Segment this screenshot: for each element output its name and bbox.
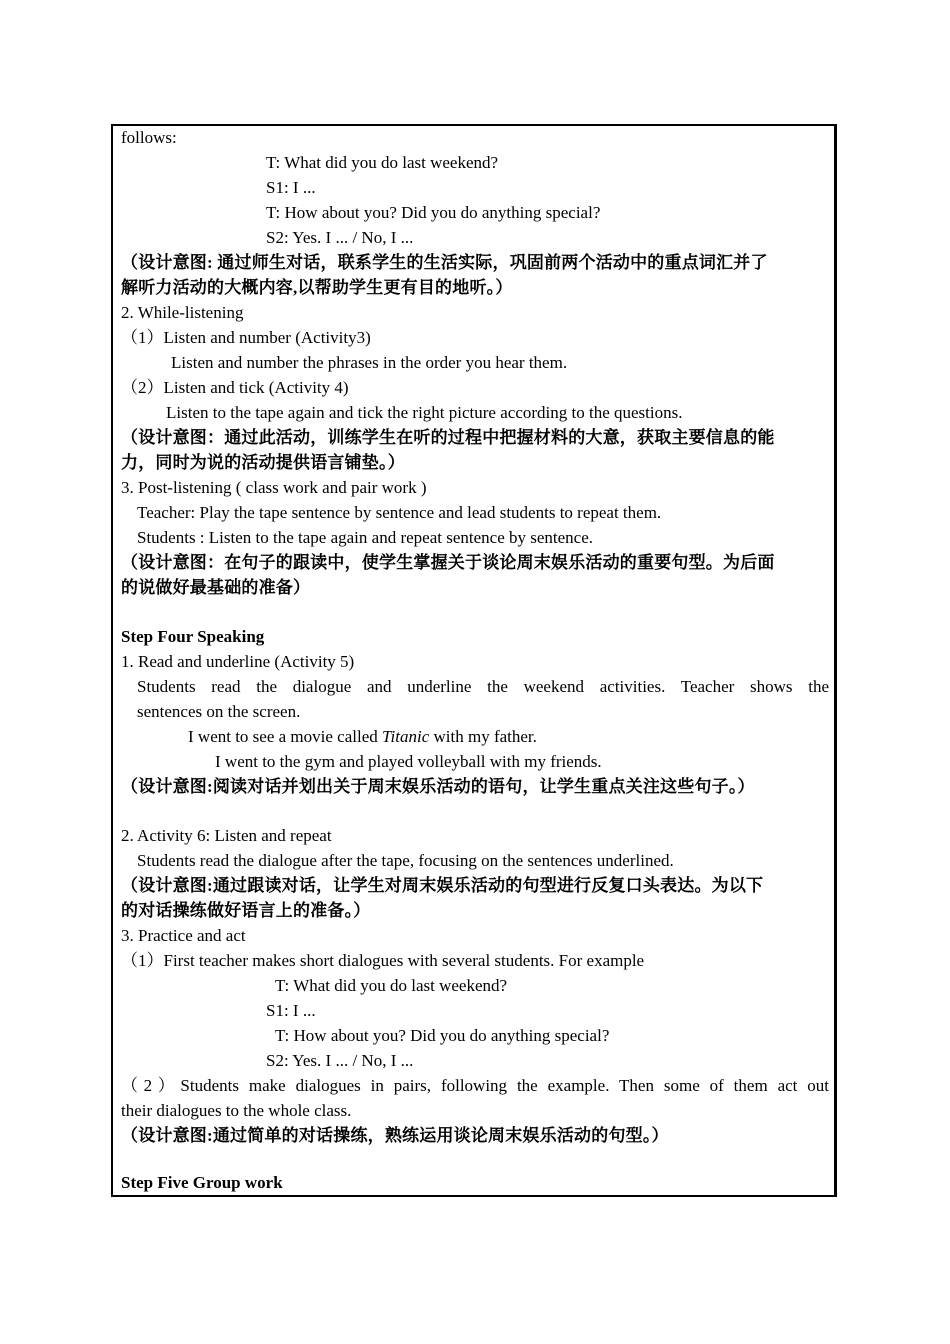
text-line: sentences on the screen. bbox=[137, 702, 301, 721]
section-heading: 1. Read and underline (Activity 5) bbox=[121, 652, 355, 671]
section-heading: 3. Practice and act bbox=[121, 926, 246, 945]
dialogue-line: S2: Yes. I ... / No, I ... bbox=[266, 228, 414, 247]
text-line: Students read the dialogue and underline the weekend activities. Teacher shows the bbox=[137, 677, 829, 696]
section-heading: 3. Post-listening ( class work and pair work ) bbox=[121, 478, 427, 497]
dialogue-line: S1: I ... bbox=[266, 178, 316, 197]
design-intent-note: （设计意图：通过此活动，训练学生在听的过程中把握材料的大意，获取主要信息的能 bbox=[121, 428, 775, 447]
dialogue-line: S2: Yes. I ... / No, I ... bbox=[266, 1051, 414, 1070]
design-intent-note: 的说做好最基础的准备） bbox=[121, 578, 311, 597]
activity-item: （2）Listen and tick (Activity 4) bbox=[121, 378, 349, 397]
step-heading: Step Four Speaking bbox=[121, 627, 265, 646]
section-heading: 2. While-listening bbox=[121, 303, 244, 322]
text-line: Students : Listen to the tape again and repeat sentence by sentence. bbox=[137, 528, 594, 547]
activity-item: （1）Listen and number (Activity3) bbox=[121, 328, 371, 347]
text-line: Teacher: Play the tape sentence by sentence and lead students to repeat them. bbox=[137, 503, 662, 522]
design-intent-note: （设计意图: 通过师生对话，联系学生的生活实际，巩固前两个活动中的重点词汇并了 bbox=[121, 253, 768, 272]
design-intent-note: （设计意图:阅读对话并划出关于周末娱乐活动的语句，让学生重点关注这些句子。） bbox=[121, 777, 755, 796]
dialogue-line: T: What did you do last weekend? bbox=[275, 976, 508, 995]
text-line: their dialogues to the whole class. bbox=[121, 1101, 352, 1120]
design-intent-note: 解听力活动的大概内容,以帮助学生更有目的地听。） bbox=[121, 278, 513, 297]
design-intent-note: 的对话操练做好语言上的准备。） bbox=[121, 901, 371, 920]
text-line: Students read the dialogue after the tape, focusing on the sentences underlined. bbox=[137, 851, 674, 870]
design-intent-note: （设计意图:通过简单的对话操练，熟练运用谈论周末娱乐活动的句型。） bbox=[121, 1126, 669, 1145]
activity-item: （1）First teacher makes short dialogues with several students. For example bbox=[121, 951, 645, 970]
activity-item: （2）Students make dialogues in pairs, following the example. Then some of them act out bbox=[121, 1076, 829, 1095]
example-sentence: I went to see a movie called Titanic with my father. bbox=[188, 727, 537, 746]
dialogue-line: T: What did you do last weekend? bbox=[266, 153, 499, 172]
design-intent-note: 力，同时为说的活动提供语言铺垫。） bbox=[121, 453, 405, 472]
design-intent-note: （设计意图：在句子的跟读中，使学生掌握关于谈论周末娱乐活动的重要句型。为后面 bbox=[121, 553, 775, 572]
step-heading: Step Five Group work bbox=[121, 1173, 283, 1192]
dialogue-line: S1: I ... bbox=[266, 1001, 316, 1020]
dialogue-line: T: How about you? Did you do anything special? bbox=[275, 1026, 610, 1045]
section-heading: 2. Activity 6: Listen and repeat bbox=[121, 826, 332, 845]
design-intent-note: （设计意图:通过跟读对话，让学生对周末娱乐活动的句型进行反复口头表达。为以下 bbox=[121, 876, 764, 895]
dialogue-line: T: How about you? Did you do anything special? bbox=[266, 203, 601, 222]
activity-instruction: Listen to the tape again and tick the right picture according to the questions. bbox=[166, 403, 683, 422]
activity-instruction: Listen and number the phrases in the order you hear them. bbox=[171, 353, 568, 372]
example-sentence: I went to the gym and played volleyball with my friends. bbox=[215, 752, 602, 771]
text-line: follows: bbox=[121, 128, 177, 147]
